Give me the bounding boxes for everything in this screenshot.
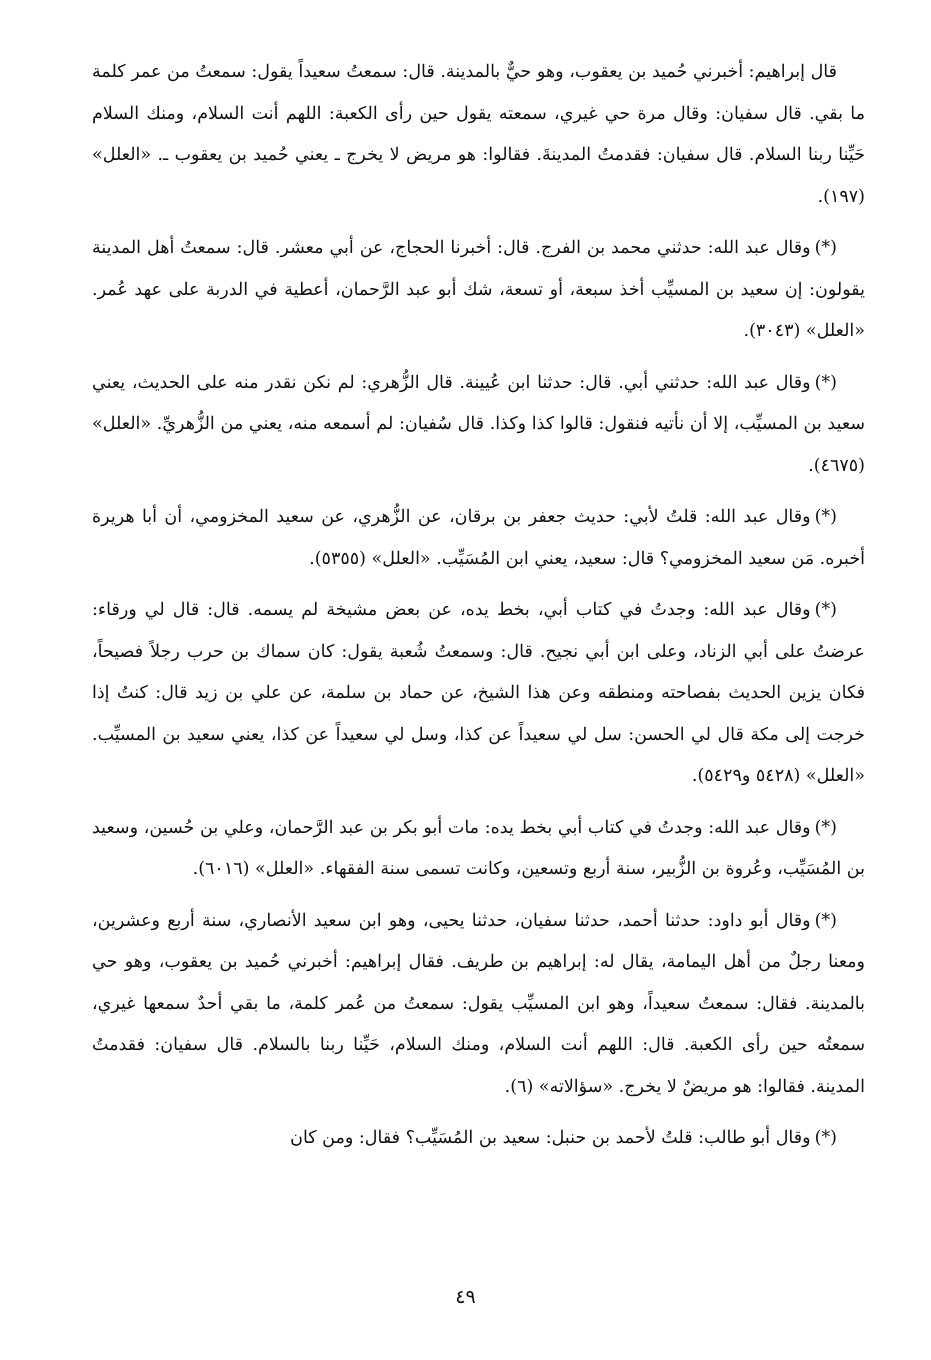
paragraph: (*)وقال عبد الله: حدثني أبي. قال: حدثنا ابن عُيينة. قال الزُّهري: لم نكن نقدر منه على الحديث، يعني سعيد بن المسيِّب، إلا أن نأتيه فنقول: قالوا كذا وكذا. قال سُفيان: لم أسمعه منه، يعني من الزُّهريِّ. «العلل» (٤٦٧٥). — [92, 372, 865, 476]
paragraph: (*)وقال عبد الله: وجدتُ في كتاب أبي، بخط يده، عن بعض مشيخة لم يسمه. قال: قال لي ورقاء: عرضتُ على أبي الزناد، وعلى ابن أبي نجيح. قال: وسمعتُ شُعبة يقول: كان سماك بن حرب رجلاً فصيحاً، فكان يزين الحديث بفصاحته ومنطقه وعن هذا الشيخ، عن حماد بن سلمة، عن علي بن زيد قال: كنتُ إذا خرجت إلى مكة قال لي الحسن: سل لي سعيداً عن كذا، وسل لي سعيداً عن كذا، يعني سعيد بن المسيِّب. «العلل» (٥٤٢٨ و٥٤٢٩). — [92, 600, 865, 786]
paragraph-marker: (*) — [814, 910, 837, 931]
paragraph: (*)وقال عبد الله: قلتُ لأبي: حديث جعفر بن برقان، عن الزُّهري، عن سعيد المخزومي، أن أبا هريرة أخبره. مَن سعيد المخزومي؟ قال: سعيد، يعني ابن المُسَيِّب. «العلل» (٥٣٥٥). — [92, 507, 865, 569]
paragraph-marker: (*) — [814, 600, 837, 620]
paragraph: (*)وقال أبو طالب: قلتُ لأحمد بن حنبل: سعيد بن المُسَيِّب؟ فقال: ومن كان — [290, 1128, 837, 1148]
page-number: ٤٩ — [455, 1286, 476, 1308]
paragraph: (*)وقال أبو داود: حدثنا أحمد، حدثنا سفيان، حدثنا يحيى، وهو ابن سعيد الأنصاري، سنة أربع وعشرين، ومعنا رجلٌ من أهل اليمامة، يقال له: إبراهيم بن طريف. فقال إبراهيم: أخبرني حُميد بن يعقوب، وهو حي بالمدينة. فقال: سمعتُ سعيداً، وهو ابن المسيِّب يقول: سمعتُ من عُمر كلمة، ما بقي أحدٌ سمعها غيري، سمعتُه حين رأى الكعبة. قال: اللهم أنت السلام، ومنك السلام، حَيِّنا ربنا بالسلام. قال سفيان: فقدمتُ المدينة. فقالوا: هو مريضٌ لا يخرج. «سؤالاته» (٦). — [92, 910, 865, 1097]
paragraph-marker: (*) — [814, 372, 837, 393]
body-text — [92, 52, 865, 1170]
paragraph-marker: (*) — [814, 238, 837, 258]
paragraph-marker: (*) — [814, 507, 837, 527]
paragraph: (*)وقال عبد الله: حدثني محمد بن الفرج. قال: أخبرنا الحجاج، عن أبي معشر. قال: سمعتُ أهل المدينة يقولون: إن سعيد بن المسيِّب أخذ سبعة، أو تسعة، شك أبو عبد الرَّحمان، أعطية في الدربة على عهد عُمر. «العلل» (٣٠٤٣). — [92, 238, 865, 341]
paragraph: قال إبراهيم: أخبرني حُميد بن يعقوب، وهو حيٌّ بالمدينة. قال: سمعتُ سعيداً يقول: سمعتُ من عمر كلمة ما بقي. قال سفيان: وقال مرة حي غيري، سمعته يقول حين رأى الكعبة: اللهم أنت السلام، ومنك السلام حَيِّنا ربنا السلام. قال سفيان: فقدمتُ المدينةَ. فقالوا: هو مريض لا يخرج ـ يعني حُميد بن يعقوب ـ. «العلل» (١٩٧). — [92, 62, 865, 207]
paragraph: (*)وقال عبد الله: وجدتُ في كتاب أبي بخط يده: مات أبو بكر بن عبد الرَّحمان، وعلي بن حُسين، وسعيد بن المُسَيِّب، وعُروة بن الزُّبير، سنة أربع وتسعين، وكانت تسمى سنة الفقهاء. «العلل» (٦٠١٦). — [92, 817, 865, 879]
paragraph-marker: (*) — [814, 1128, 837, 1148]
paragraph-marker: (*) — [814, 817, 837, 838]
